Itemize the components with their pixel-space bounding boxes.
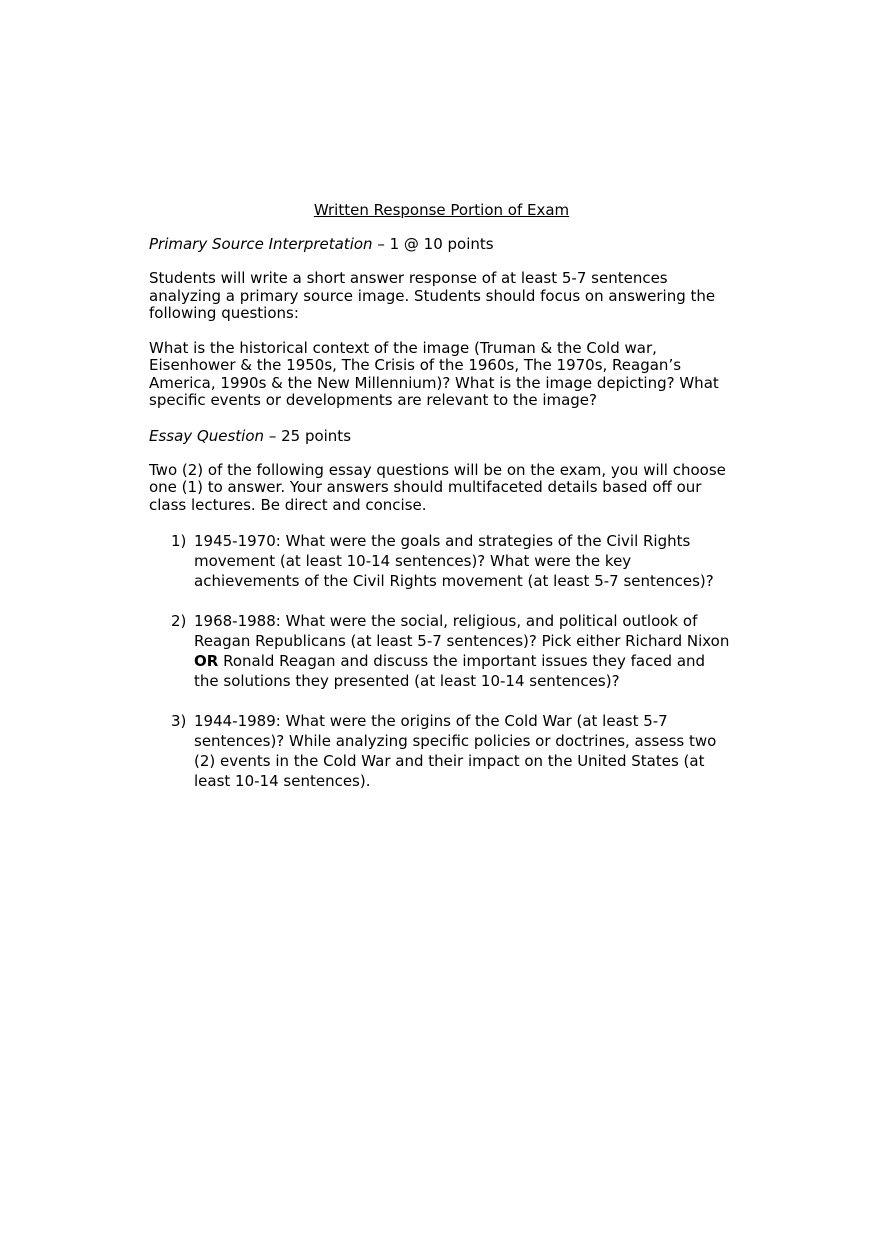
question-text-before: 1968-1988: What were the social, religious, and political outlook of Reagan Republicans (at least 5-7 sentences)? Pick either Richard Nixon — [194, 612, 730, 650]
question-text: 1944-1989: What were the origins of the Cold War (at least 5-7 sentences)? While analyzing specific policies or doctrines, assess two (2) events in the Cold War and their impact on the United States (at least 10-14 sentences). — [194, 712, 717, 790]
question-number: 3) — [171, 712, 187, 730]
question-text: 1945-1970: What were the goals and strategies of the Civil Rights movement (at least 10-14 sentences)? What were the key achievements of the Civil Rights movement (at least 5-7 sentences)? — [194, 532, 714, 590]
question-text-after: Ronald Reagan and discuss the important issues they faced and the solutions they presented (at least 10-14 sentences)? — [194, 652, 706, 690]
primary-source-intro: Students will write a short answer response of at least 5-7 sentences analyzing a primary source image. Students should focus on answering the following questions: — [149, 269, 716, 322]
essay-label: Essay Question — [149, 426, 265, 445]
essay-question-3 — [149, 711, 734, 791]
essay-question-list — [149, 531, 734, 791]
primary-source-points: – 1 @ 10 points — [372, 235, 494, 253]
primary-source-heading — [149, 235, 734, 253]
question-bold-or: OR — [194, 652, 219, 670]
question-number: 2) — [171, 612, 187, 630]
document-title: Written Response Portion of Exam — [313, 201, 570, 219]
primary-source-label: Primary Source Interpretation — [149, 235, 373, 253]
essay-heading — [149, 427, 734, 445]
essay-question-1 — [149, 531, 734, 591]
essay-points: – 25 points — [264, 426, 352, 445]
essay-question-2 — [149, 611, 734, 691]
primary-source-questions: What is the historical context of the image (Truman & the Cold war, Eisenhower & the 1950s, The Crisis of the 1960s, The 1970s, Reagan’s America, 1990s & the New Millennium)? What is the image depicting? What specific events or developments are relevant to the image? — [149, 338, 719, 409]
essay-intro: Two (2) of the following essay questions will be on the exam, you will choose one (1) to answer. Your answers should multifaceted details based off our class lectures. Be direct and concise. — [149, 460, 726, 514]
document-page — [149, 201, 734, 811]
question-number: 1) — [171, 532, 187, 550]
